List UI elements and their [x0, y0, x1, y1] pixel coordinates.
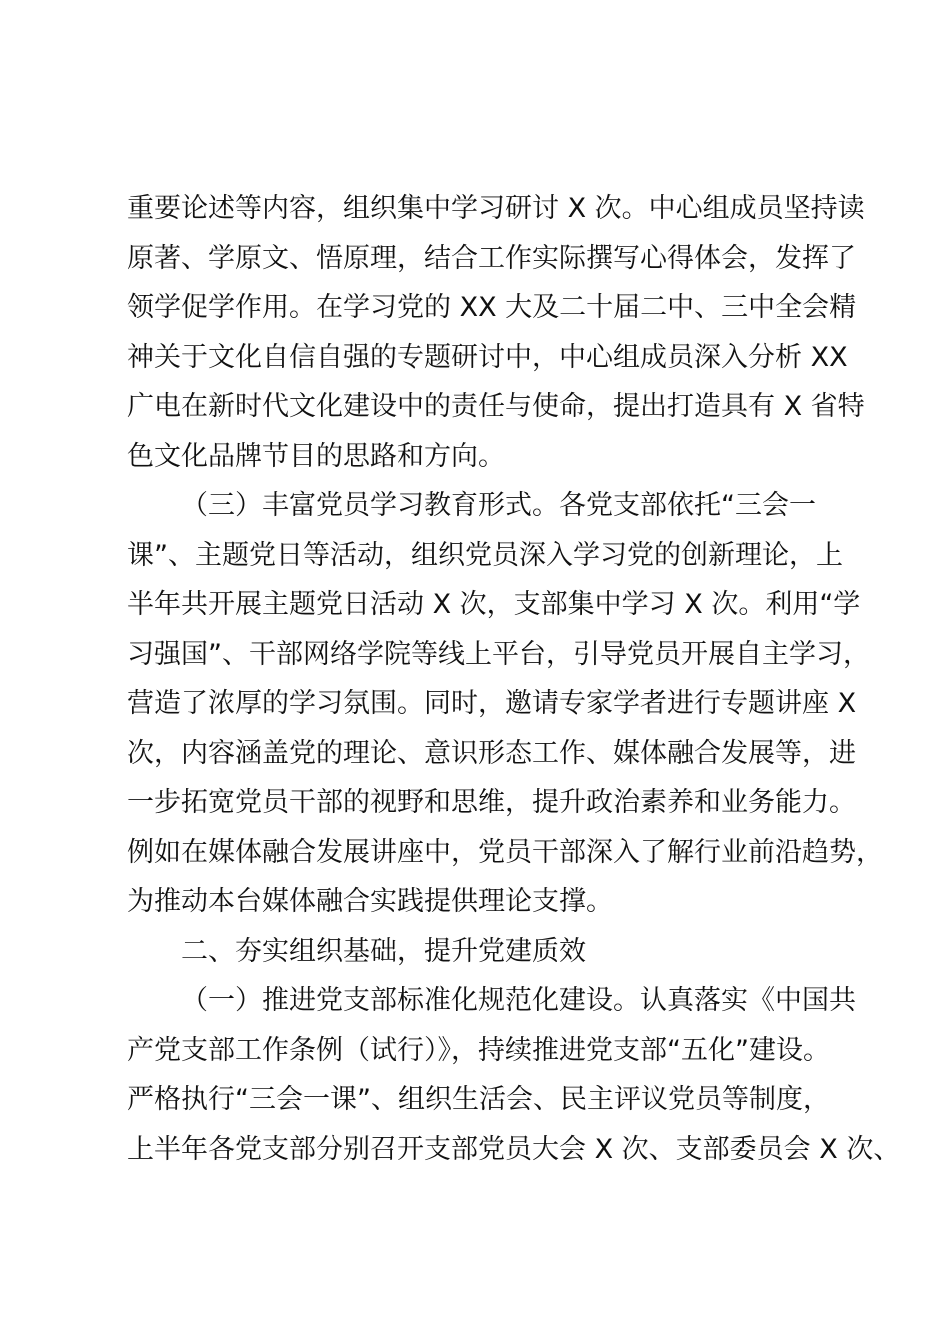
text-line: 营造了浓厚的学习氛围。同时，邀请专家学者进行专题讲座 X — [127, 688, 857, 719]
text-line: 例如在媒体融合发展讲座中，党员干部深入了解行业前沿趋势， — [127, 836, 883, 868]
text-line: 色文化品牌节目的思路和方向。 — [127, 440, 505, 472]
text-line: 上半年各党支部分别召开支部党员大会 X 次、支部委员会 X 次、 — [127, 1133, 901, 1165]
text-line: 原著、学原文、悟原理，结合工作实际撰写心得体会，发挥了 — [127, 242, 856, 274]
chapter-heading: 二、夯实组织基础，提升党建质效 — [181, 935, 586, 967]
text-line: 一步拓宽党员干部的视野和思维，提升政治素养和业务能力。 — [127, 787, 856, 818]
text-line: 广电在新时代文化建设中的责任与使命，提出打造具有 X 省特 — [127, 391, 865, 422]
text-line: 为推动本台媒体融合实践提供理论支撑。 — [127, 886, 613, 917]
body-text — [127, 184, 901, 1174]
text-line: 领学促学作用。在学习党的 XX 大及二十届二中、三中全会精 — [127, 292, 857, 323]
text-line: 半年共开展主题党日活动 X 次，支部集中学习 X 次。利用“学 — [127, 589, 861, 620]
text-line: 课”、主题党日等活动，组织党员深入学习党的创新理论，上 — [127, 539, 843, 571]
text-line: 严格执行“三会一课”、组织生活会、民主评议党员等制度， — [127, 1084, 830, 1115]
section-heading-line: （三）丰富党员学习教育形式。各党支部依托“三会一 — [181, 490, 816, 521]
section-heading-line: （一）推进党支部标准化规范化建设。认真落实《中国共 — [181, 985, 856, 1016]
text-line: 习强国”、干部网络学院等线上平台，引导党员开展自主学习， — [127, 638, 870, 670]
text-line: 神关于文化自信自强的专题研讨中，中心组成员深入分析 XX — [127, 341, 848, 373]
text-line: 次，内容涵盖党的理论、意识形态工作、媒体融合发展等，进 — [127, 737, 856, 769]
text-line: 产党支部工作条例（试行）》，持续推进党支部“五化”建设。 — [127, 1034, 830, 1066]
text-line: 重要论述等内容，组织集中学习研讨 X 次。中心组成员坚持读 — [127, 193, 865, 224]
